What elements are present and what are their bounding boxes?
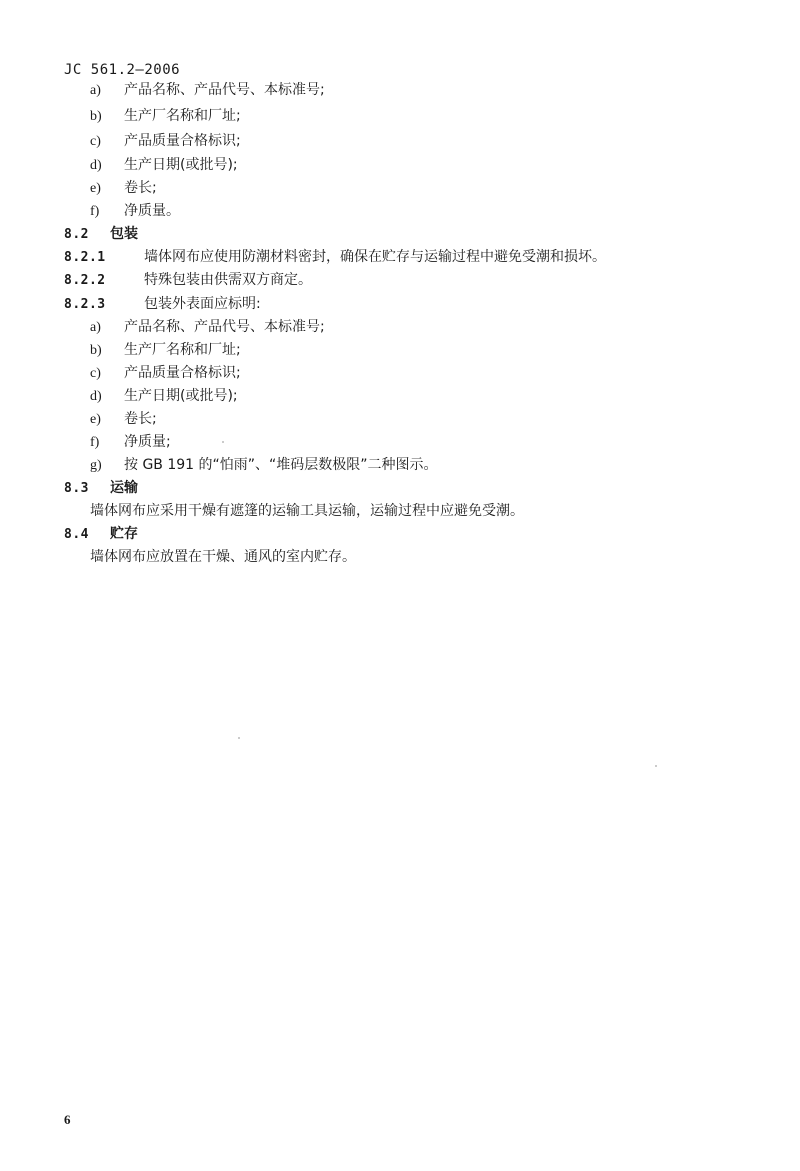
section-title: 贮存: [110, 526, 138, 542]
list-item-label: f): [90, 435, 100, 450]
list-item: [90, 340, 241, 361]
list-item-label: b): [90, 343, 102, 358]
clause-text: 特殊包装由供需双方商定。: [144, 272, 312, 288]
section-heading-8-3: [64, 478, 138, 499]
list-item: [90, 363, 241, 384]
list-item-label: d): [90, 158, 102, 173]
list-item: [90, 155, 238, 176]
section-title: 运输: [110, 480, 138, 496]
list-item-text: 产品质量合格标识;: [124, 133, 241, 149]
section-heading-8-2: [64, 224, 138, 245]
list-item-label: f): [90, 204, 100, 219]
section-heading-8-4: [64, 524, 138, 545]
list-item: [90, 455, 438, 476]
scan-speck: [222, 441, 224, 443]
section-number: 8.2: [64, 227, 89, 242]
clause-number: 8.2.2: [64, 273, 106, 288]
list-item-label: g): [90, 458, 102, 473]
list-item-text: 卷长;: [124, 411, 157, 427]
list-item-label: c): [90, 134, 101, 149]
list-item-text: 生产日期(或批号);: [124, 157, 238, 173]
section-title: 包装: [110, 226, 138, 242]
list-item: [90, 131, 241, 152]
list-item-text: 净质量。: [124, 203, 180, 219]
section-paragraph: 墙体网布应放置在干燥、通风的室内贮存。: [90, 549, 356, 565]
list-item-label: c): [90, 366, 101, 381]
list-item: [90, 432, 171, 453]
list-item: [90, 386, 238, 407]
list-item-text: 卷长;: [124, 180, 157, 196]
list-item: [90, 178, 157, 199]
list-item: [90, 409, 157, 430]
scan-speck: [655, 765, 657, 767]
list-item-text: 产品质量合格标识;: [124, 365, 241, 381]
list-item-label: b): [90, 109, 102, 124]
section-number: 8.4: [64, 527, 89, 542]
clause-text: 墙体网布应使用防潮材料密封，确保在贮存与运输过程中避免受潮和损坏。: [144, 249, 606, 265]
list-item-text: 按 GB 191 的“怕雨”、“堆码层数极限”二种图示。: [124, 457, 438, 473]
list-item-label: e): [90, 412, 101, 427]
list-item: [90, 201, 180, 222]
list-item: [90, 80, 325, 101]
section-number: 8.3: [64, 481, 89, 496]
clause-8-2-2: [64, 270, 312, 291]
clause-text: 包装外表面应标明:: [144, 296, 261, 312]
scan-speck: [238, 737, 240, 739]
document-id-header: JC 561.2—2006: [64, 62, 181, 78]
list-item-label: a): [90, 83, 101, 98]
list-item: [90, 317, 325, 338]
list-item-label: e): [90, 181, 101, 196]
list-item: [90, 106, 241, 127]
list-item-text: 生产厂名称和厂址;: [124, 108, 241, 124]
page-number: 6: [64, 1112, 71, 1127]
list-item-label: a): [90, 320, 101, 335]
list-item-label: d): [90, 389, 102, 404]
list-item-text: 生产日期(或批号);: [124, 388, 238, 404]
list-item-text: 产品名称、产品代号、本标准号;: [124, 319, 325, 335]
list-item-text: 净质量;: [124, 434, 171, 450]
clause-8-2-1: [64, 247, 606, 268]
section-paragraph: 墙体网布应采用干燥有遮篷的运输工具运输，运输过程中应避免受潮。: [90, 503, 524, 519]
list-item-text: 生产厂名称和厂址;: [124, 342, 241, 358]
clause-number: 8.2.3: [64, 297, 106, 312]
clause-number: 8.2.1: [64, 250, 106, 265]
list-item-text: 产品名称、产品代号、本标准号;: [124, 82, 325, 98]
clause-8-2-3: [64, 294, 261, 315]
